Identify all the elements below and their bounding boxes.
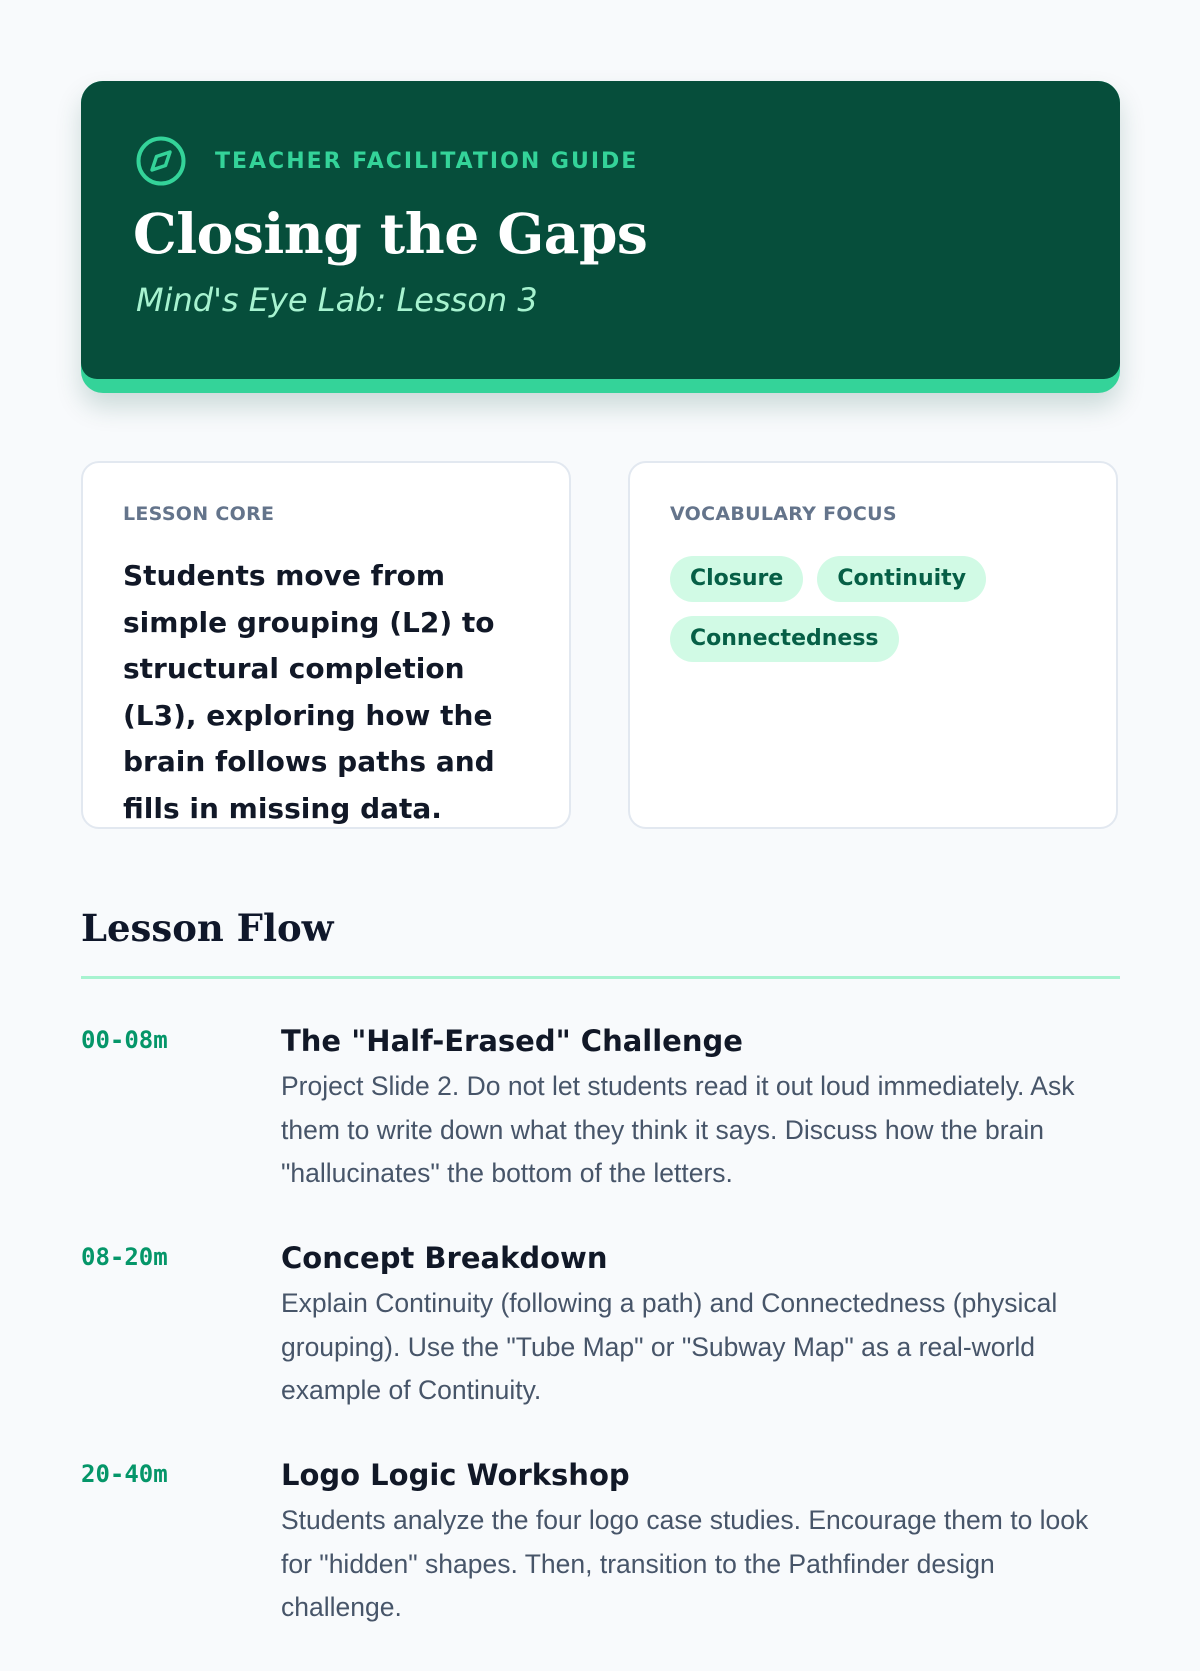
vocabulary-tag-continuity: Continuity — [817, 556, 986, 602]
guide-label-row — [135, 135, 638, 187]
vocabulary-card — [628, 461, 1118, 829]
guide-header — [81, 81, 1120, 393]
flow-step-time: 20-40m — [81, 1460, 168, 1488]
lesson-core-card — [81, 461, 571, 829]
flow-step-description: Explain Continuity (following a path) and Connectedness (physical grouping). Use the "Tube Map" or "Subway Map" as a real-world example of Continuity. — [281, 1288, 1058, 1405]
page-title: Closing the Gaps — [133, 201, 648, 266]
guide-header-panel — [81, 81, 1120, 379]
vocabulary-tag-connectedness: Connectedness — [670, 616, 899, 662]
flow-step-time: 00-08m — [81, 1026, 168, 1054]
lesson-flow-heading: Lesson Flow — [81, 906, 334, 950]
compass-icon — [135, 135, 187, 187]
guide-type-label: TEACHER FACILITATION GUIDE — [215, 148, 639, 174]
lesson-flow-divider — [81, 976, 1120, 979]
lesson-core-label: LESSON CORE — [123, 503, 275, 525]
flow-step-title: The "Half-Erased" Challenge — [281, 1024, 743, 1058]
lesson-flow-list — [81, 1020, 1120, 1671]
vocabulary-label: VOCABULARY FOCUS — [670, 503, 897, 525]
flow-step-title: Logo Logic Workshop — [281, 1458, 630, 1492]
flow-step-description: Project Slide 2. Do not let students read it out loud immediately. Ask them to write down what they think it says. Discuss how the brain "hallucinates" the bottom of the letters. — [281, 1071, 1075, 1188]
vocabulary-tag-closure: Closure — [670, 556, 803, 602]
flow-step — [81, 1454, 1120, 1671]
flow-step — [81, 1020, 1120, 1237]
page-subtitle: Mind's Eye Lab: Lesson 3 — [136, 281, 538, 319]
flow-step — [81, 1237, 1120, 1454]
flow-step-title: Concept Breakdown — [281, 1241, 608, 1275]
lesson-core-text: Students move from simple grouping (L2) to structural completion (L3), exploring how the brain follows paths and fills in missing data. — [123, 559, 495, 825]
flow-step-time: 08-20m — [81, 1243, 168, 1271]
vocabulary-tag-list — [670, 556, 1090, 662]
flow-step-description: Students analyze the four logo case studies. Encourage them to look for "hidden" shapes. Then, transition to the Pathfinder design challenge. — [281, 1505, 1089, 1622]
